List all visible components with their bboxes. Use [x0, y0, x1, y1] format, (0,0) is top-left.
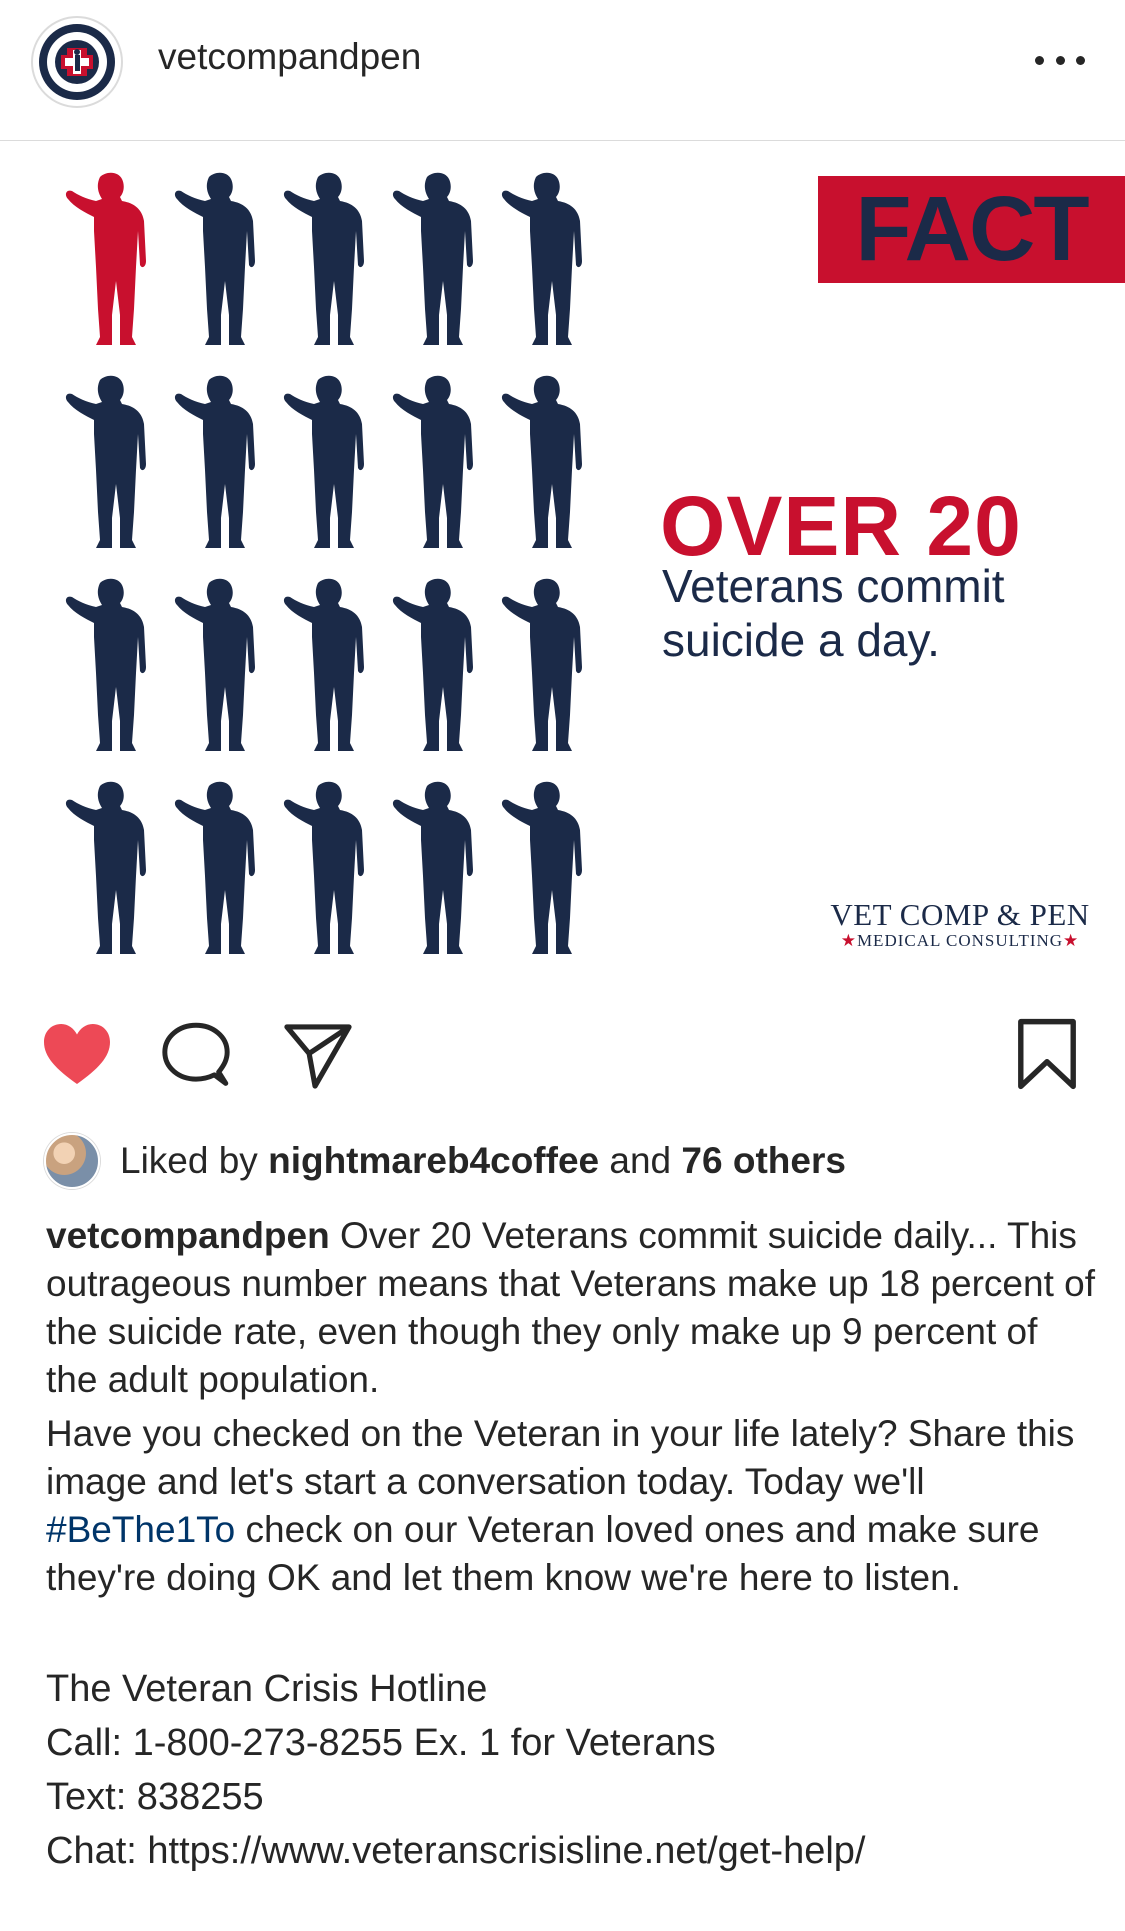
soldier-silhouette-icon	[66, 782, 146, 954]
soldier-silhouette-icon	[66, 376, 146, 548]
heart-filled-icon[interactable]	[40, 1021, 114, 1087]
post-username[interactable]: vetcompandpen	[158, 36, 422, 77]
soldier-silhouette-icon	[175, 173, 255, 345]
soldier-silhouette-icon	[502, 782, 582, 954]
soldier-silhouette-icon	[175, 376, 255, 548]
caption-author[interactable]: vetcompandpen	[46, 1215, 330, 1256]
soldier-silhouette-icon	[393, 173, 473, 345]
more-options-icon[interactable]	[1035, 40, 1085, 80]
bookmark-icon[interactable]	[1016, 1017, 1078, 1091]
brand-logo	[820, 897, 1100, 951]
liker-username[interactable]: nightmareb4coffee	[268, 1140, 600, 1181]
soldier-silhouette-icon	[175, 579, 255, 751]
soldier-grid	[0, 141, 620, 991]
likes-others-count[interactable]: 76 others	[681, 1140, 846, 1181]
hashtag-link[interactable]: #BeThe1To	[46, 1509, 236, 1550]
brand-tagline: ★MEDICAL CONSULTING★	[840, 931, 1080, 950]
caption-paragraph-1	[46, 1212, 1096, 1404]
hotline-block	[46, 1662, 1096, 1878]
caption-text-3: check on our Veteran loved ones and make sure they're doing OK and let them know we're here to listen.	[46, 1509, 1040, 1598]
caption-text-2: Have you checked on the Veteran in your life lately? Share this image and let's start a conversation today. Today we'll	[46, 1413, 1075, 1502]
post-image[interactable]	[0, 141, 1125, 991]
hotline-call: Call: 1-800-273-8255 Ex. 1 for Veterans	[46, 1722, 716, 1764]
profile-avatar[interactable]	[31, 16, 123, 108]
comment-icon[interactable]	[162, 1021, 230, 1089]
soldier-silhouette-icon	[393, 782, 473, 954]
caption-paragraph-2	[46, 1410, 1096, 1602]
soldier-silhouette-icon	[284, 376, 364, 548]
soldier-silhouette-icon	[66, 173, 146, 345]
soldier-silhouette-icon	[175, 782, 255, 954]
likes-middle: and	[609, 1140, 672, 1181]
headline-over-20: OVER 20	[660, 479, 1022, 573]
hotline-title: The Veteran Crisis Hotline	[46, 1668, 488, 1710]
brand-name: VET COMP & PEN	[830, 897, 1090, 932]
vet-comp-pen-logo-icon	[37, 22, 117, 102]
soldier-silhouette-icon	[502, 376, 582, 548]
soldier-silhouette-icon	[284, 782, 364, 954]
soldier-silhouette-icon	[393, 579, 473, 751]
soldier-silhouette-icon	[284, 173, 364, 345]
soldier-silhouette-icon	[502, 173, 582, 345]
likes-prefix: Liked by	[120, 1140, 258, 1181]
hotline-chat[interactable]: Chat: https://www.veteranscrisisline.net/get-help/	[46, 1830, 866, 1872]
post-caption	[46, 1212, 1096, 1878]
soldier-silhouette-icon	[502, 579, 582, 751]
soldier-silhouette-icon	[284, 579, 364, 751]
soldier-silhouette-icon	[66, 579, 146, 751]
headline-subtext: Veterans commit suicide a day.	[662, 560, 1005, 666]
share-icon[interactable]	[282, 1021, 354, 1089]
liker-avatar[interactable]	[44, 1133, 100, 1189]
fact-banner: FACT	[818, 176, 1125, 283]
post-header	[0, 0, 1125, 141]
hotline-text: Text: 838255	[46, 1776, 264, 1818]
soldier-silhouette-icon	[393, 376, 473, 548]
caption-text-1: Over 20 Veterans commit suicide daily... This outrageous number means that Veterans make up 18 percent of the suicide rate, even though they only make up 9 percent of the adult population.	[46, 1215, 1095, 1400]
likes-summary	[44, 1134, 846, 1188]
action-bar	[0, 991, 1125, 1117]
